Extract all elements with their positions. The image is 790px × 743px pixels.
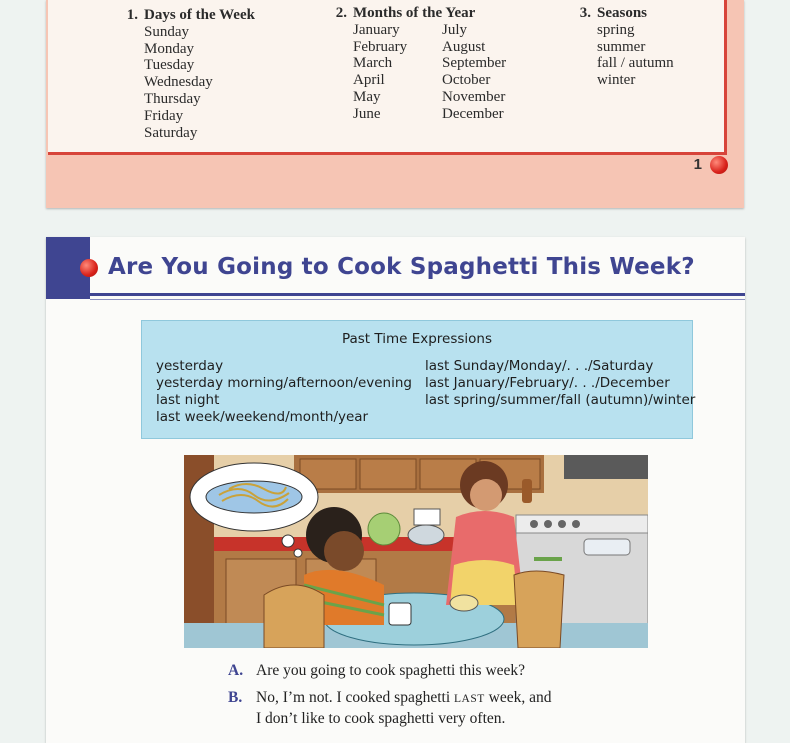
dialog (228, 661, 551, 736)
list-item: June (353, 105, 381, 122)
previous-page (46, 0, 744, 208)
speaker-letter: A. (228, 662, 244, 679)
expression: last week/weekend/month/year (156, 409, 369, 425)
list-item: Wednesday (144, 74, 213, 91)
box-title: Past Time Expressions (341, 331, 493, 347)
list-item: August (442, 38, 486, 55)
list-item: Tuesday (144, 57, 195, 74)
expression: last January/February/. . ./December (425, 375, 670, 391)
expression: last night (156, 392, 220, 408)
kitchen-illustration (184, 455, 648, 648)
expression: last spring/summer/fall (autumn)/winter (425, 392, 696, 408)
seasons-list (569, 5, 674, 89)
dialog-text: Are you going to cook spaghetti this week? (256, 662, 526, 679)
red-dot-icon (80, 259, 98, 277)
list-item: October (442, 72, 491, 89)
list-item: November (442, 88, 506, 105)
dialog-line-a (228, 661, 551, 680)
list-item: Friday (144, 107, 184, 124)
emphasis-word: LAST (454, 693, 485, 705)
list-number: 2. (335, 5, 347, 21)
list-number: 3. (579, 5, 591, 21)
lesson-page (46, 237, 745, 743)
speaker-letter: B. (228, 689, 243, 706)
list-item: Sunday (144, 23, 189, 40)
title-rule (90, 299, 745, 300)
list-item: January (353, 21, 400, 38)
days-list (116, 7, 255, 141)
list-item: December (442, 105, 504, 122)
list-heading: Months of the Year (353, 5, 476, 21)
list-item: fall / autumn (597, 55, 674, 72)
list-item: March (353, 55, 393, 72)
list-item: May (353, 88, 381, 105)
list-item: February (353, 38, 408, 55)
list-heading: Days of the Week (144, 7, 255, 23)
list-item: April (353, 72, 385, 89)
list-item: Thursday (144, 90, 201, 107)
list-item: July (442, 21, 468, 38)
list-item: September (442, 55, 507, 72)
expressions-left (156, 358, 412, 426)
vocabulary-panel (48, 0, 727, 155)
list-number: 1. (126, 7, 138, 23)
list-item: Monday (144, 40, 194, 57)
list-item: Saturday (144, 124, 198, 141)
past-time-expressions-box (141, 320, 696, 439)
dialog-text: No, I’m not. I cooked spaghetti (256, 689, 455, 706)
expression: last Sunday/Monday/. . ./Saturday (425, 358, 654, 374)
dialog-text: week, and (484, 689, 552, 706)
months-list (325, 5, 506, 123)
list-item: winter (597, 72, 636, 89)
list-item: spring (597, 21, 635, 38)
expression: yesterday (156, 358, 224, 374)
lesson-title: Are You Going to Cook Spaghetti This Week? (108, 254, 695, 280)
dialog-text: I don’t like to cook spaghetti very often. (256, 710, 506, 727)
expression: yesterday morning/afternoon/evening (156, 375, 412, 391)
page-number: 1 (693, 156, 702, 173)
red-dot-icon (710, 156, 728, 174)
list-item: summer (597, 38, 646, 55)
expressions-right (425, 358, 695, 409)
list-heading: Seasons (597, 5, 648, 21)
dialog-line-b (228, 688, 551, 728)
title-rule (90, 293, 745, 296)
